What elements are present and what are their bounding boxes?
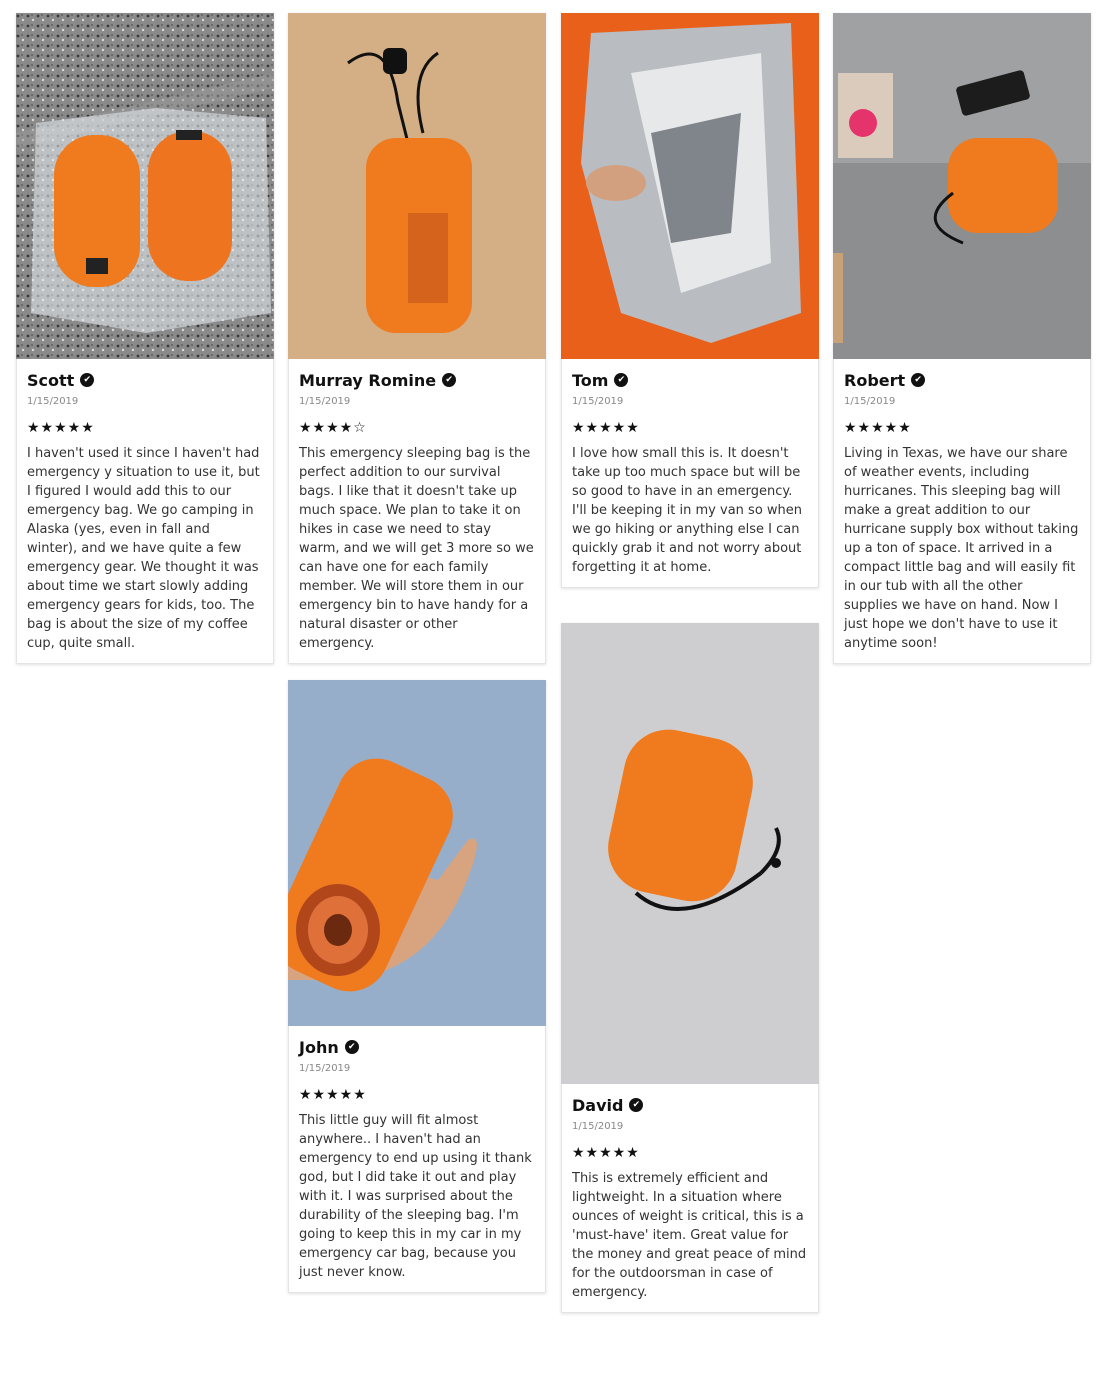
reviewer-name: John — [299, 1037, 339, 1057]
check-circle-icon: ✔ — [629, 1098, 643, 1112]
check-circle-icon: ✔ — [442, 373, 456, 387]
review-text: I haven't used it since I haven't had emergency y situation to use it, but I figured I would add this to our emergency bag. We go camping in Alaska (yes, even in fall and winter), and we have quite a few emergency gear. We thought it was about time we start slowly adding emergency gears for kids, too. The bag is about the size of my coffee cup, quite small. — [27, 446, 260, 651]
review-photo[interactable] — [288, 680, 546, 1026]
review-date: 1/15/2019 — [572, 396, 624, 407]
star-rating: ★★★★★ — [27, 420, 95, 436]
review-card — [561, 13, 819, 588]
check-circle-icon: ✔ — [911, 373, 925, 387]
review-date: 1/15/2019 — [844, 396, 896, 407]
reviewer-name: David — [572, 1095, 624, 1115]
star-rating: ★★★★★ — [299, 1087, 367, 1103]
star-rating: ★★★★★ — [572, 1145, 640, 1161]
review-photo[interactable] — [561, 13, 819, 359]
review-card — [288, 680, 546, 1293]
review-card — [288, 13, 546, 664]
review-text: I love how small this is. It doesn't take up too much space but will be so good to have in an emergency. I'll be keeping it in my van so when we go hiking or anything else I can quickly grab it and not worry about forgetting it at home. — [572, 446, 803, 575]
check-circle-icon: ✔ — [614, 373, 628, 387]
check-circle-icon: ✔ — [80, 373, 94, 387]
reviewer-name: Scott — [27, 370, 75, 390]
review-date: 1/15/2019 — [299, 396, 351, 407]
star-rating: ★★★★☆ — [299, 420, 367, 436]
reviewer-name: Murray Romine — [299, 370, 437, 390]
reviewer-name: Robert — [844, 370, 906, 390]
star-rating: ★★★★★ — [844, 420, 912, 436]
review-text: This little guy will fit almost anywhere.. I haven't had an emergency to end up using it thank god, but I did take it out and play with it. I was surprised about the durability of the sleeping bag. I'm going to keep this in my car in my emergency car bag, because you just never know. — [299, 1113, 532, 1280]
review-photo[interactable] — [561, 623, 819, 1084]
review-card — [561, 623, 819, 1313]
review-date: 1/15/2019 — [572, 1121, 624, 1132]
review-date: 1/15/2019 — [299, 1063, 351, 1074]
check-circle-icon: ✔ — [345, 1040, 359, 1054]
star-rating: ★★★★★ — [572, 420, 640, 436]
review-photo[interactable] — [833, 13, 1091, 359]
review-photo[interactable] — [288, 13, 546, 359]
review-photo[interactable] — [16, 13, 274, 359]
review-card — [16, 13, 274, 664]
review-text: Living in Texas, we have our share of weather events, including hurricanes. This sleeping bag will make a great addition to our hurricane supply box without taking up a ton of space. It arrived in a compact little bag and will easily fit in our tub with all the other supplies we have on hand. Now I just hope we don't have to use it anytime soon! — [844, 446, 1079, 651]
review-text: This emergency sleeping bag is the perfect addition to our survival bags. I like that it doesn't take up much space. We plan to take it on hikes in case we need to stay warm, and we will get 3 more so we can have one for each family member. We will store them in our emergency bin to have handy for a natural disaster or other emergency. — [299, 446, 534, 651]
review-date: 1/15/2019 — [27, 396, 79, 407]
reviewer-name: Tom — [572, 370, 609, 390]
review-card — [833, 13, 1091, 664]
review-text: This is extremely efficient and lightweight. In a situation where ounces of weight is critical, this is a 'must-have' item. Great value for the money and great peace of mind for the outdoorsman in case of emergency. — [572, 1171, 807, 1300]
